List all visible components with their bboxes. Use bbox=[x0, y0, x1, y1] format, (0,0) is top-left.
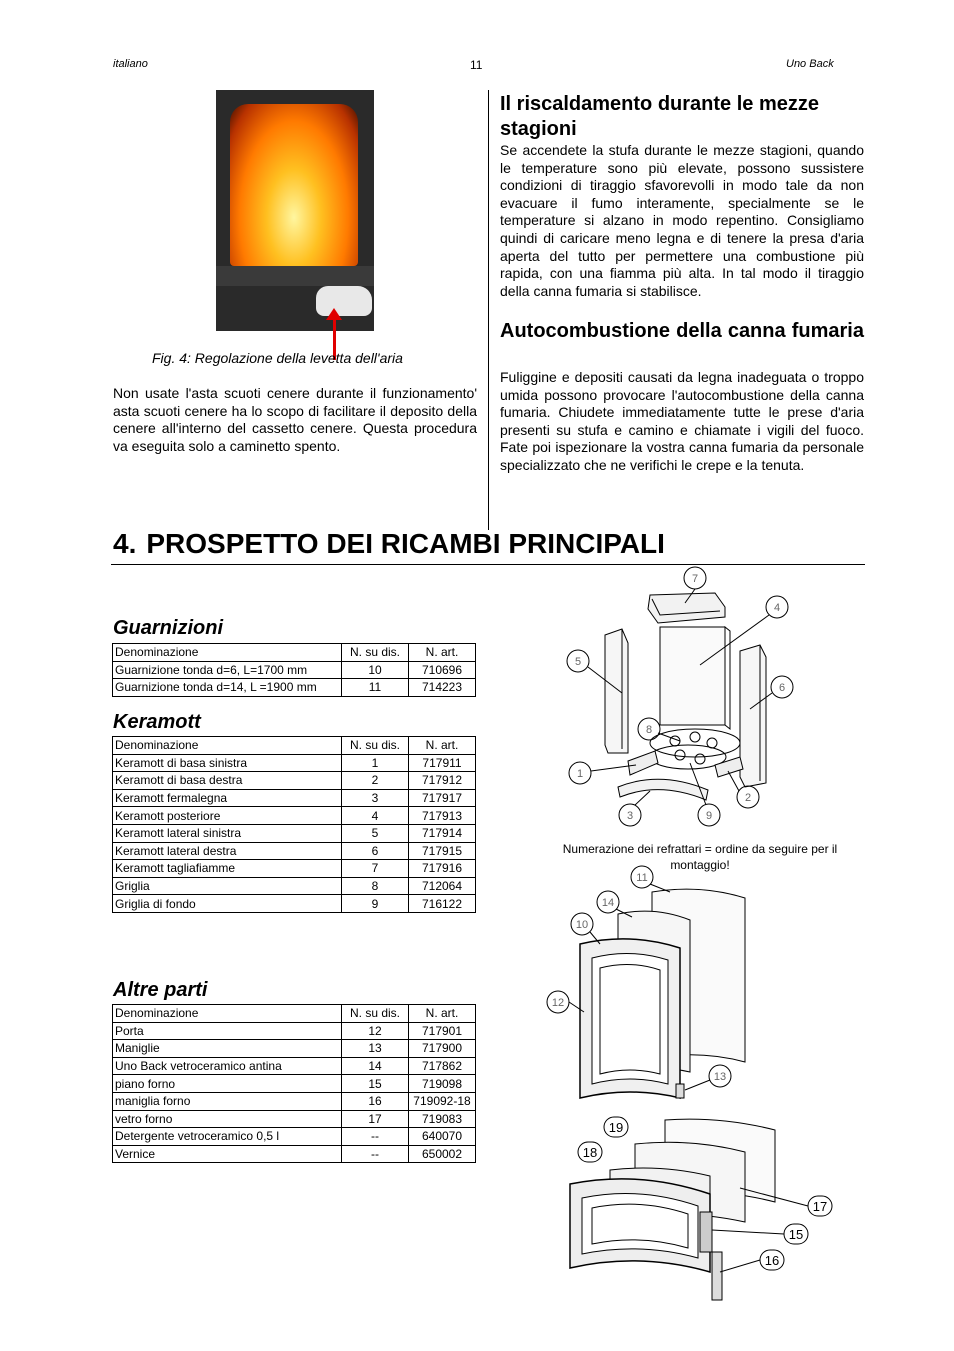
cell-name: Maniglie bbox=[113, 1040, 342, 1058]
cell-num: 9 bbox=[342, 895, 409, 913]
callout-label: 1 bbox=[576, 768, 584, 780]
red-arrow-head bbox=[326, 308, 342, 320]
chapter-number: 4. bbox=[113, 528, 137, 559]
diagram-note: Numerazione dei refrattari = ordine da seguire per il montaggio! bbox=[562, 842, 838, 872]
page-number: 11 bbox=[470, 58, 483, 72]
callout-label: 6 bbox=[778, 682, 786, 694]
callout-label: 3 bbox=[626, 810, 634, 822]
altre-parti-title: Altre parti bbox=[113, 979, 208, 1001]
cell-art: 717915 bbox=[409, 842, 476, 860]
cell-num: 17 bbox=[342, 1110, 409, 1128]
cell-name: Keramott di basa destra bbox=[113, 772, 342, 790]
callout-label: 9 bbox=[705, 810, 713, 822]
table-header-row bbox=[113, 644, 476, 662]
cell-name: Keramott lateral destra bbox=[113, 842, 342, 860]
cell-art: 717912 bbox=[409, 772, 476, 790]
callout-label: 18 bbox=[582, 1145, 598, 1160]
callout-label: 2 bbox=[744, 792, 752, 804]
table-row bbox=[113, 679, 476, 697]
guarnizioni-title: Guarnizioni bbox=[113, 617, 223, 639]
cell-name: Keramott posteriore bbox=[113, 807, 342, 825]
cell-name: Keramott di basa sinistra bbox=[113, 754, 342, 772]
oven-door-exploded-diagram bbox=[560, 1112, 840, 1302]
table-row bbox=[113, 860, 476, 878]
ash-rod-paragraph: Non usate l'asta scuoti cenere durante il funzionamento' asta scuoti cenere ha lo scopo di facilitare il deposito della cenere all'interno del cassetto cenere. Questa procedura va eseguita solo a caminetto spento. bbox=[113, 385, 477, 454]
cell-art: 640070 bbox=[409, 1128, 476, 1146]
col-n-su-dis: N. su dis. bbox=[342, 737, 409, 755]
callout-label: 16 bbox=[764, 1253, 780, 1268]
table-row bbox=[113, 789, 476, 807]
cell-name: maniglia forno bbox=[113, 1092, 342, 1110]
table-row bbox=[113, 824, 476, 842]
table-row bbox=[113, 807, 476, 825]
cell-num: 11 bbox=[342, 679, 409, 697]
callout-label: 13 bbox=[713, 1071, 727, 1083]
cell-num: -- bbox=[342, 1145, 409, 1163]
cell-art: 714223 bbox=[409, 679, 476, 697]
cell-art: 717862 bbox=[409, 1057, 476, 1075]
cell-num: 8 bbox=[342, 877, 409, 895]
cell-name: Keramott tagliafiamme bbox=[113, 860, 342, 878]
cell-name: Porta bbox=[113, 1022, 342, 1040]
callout-label: 15 bbox=[788, 1227, 804, 1242]
callout-label: 11 bbox=[636, 872, 648, 884]
cell-art: 716122 bbox=[409, 895, 476, 913]
table-row bbox=[113, 1022, 476, 1040]
table-row bbox=[113, 754, 476, 772]
cell-num: 4 bbox=[342, 807, 409, 825]
callout-label: 14 bbox=[601, 897, 615, 909]
cell-name: Uno Back vetroceramico antina bbox=[113, 1057, 342, 1075]
cell-num: 1 bbox=[342, 754, 409, 772]
cell-name: Keramott lateral sinistra bbox=[113, 824, 342, 842]
callout-label: 19 bbox=[608, 1120, 624, 1135]
table-row bbox=[113, 1145, 476, 1163]
cell-name: Detergente vetroceramico 0,5 l bbox=[113, 1128, 342, 1146]
table-row bbox=[113, 1110, 476, 1128]
col-n-art: N. art. bbox=[409, 644, 476, 662]
col-n-art: N. art. bbox=[409, 737, 476, 755]
cell-art: 717917 bbox=[409, 789, 476, 807]
fire-image bbox=[230, 104, 358, 266]
table-row bbox=[113, 661, 476, 679]
cell-num: 13 bbox=[342, 1040, 409, 1058]
col-n-su-dis: N. su dis. bbox=[342, 1005, 409, 1023]
cell-num: 7 bbox=[342, 860, 409, 878]
table-header-row bbox=[113, 1005, 476, 1023]
cell-art: 719098 bbox=[409, 1075, 476, 1093]
cell-art: 717901 bbox=[409, 1022, 476, 1040]
col-denominazione: Denominazione bbox=[113, 644, 342, 662]
cell-art: 712064 bbox=[409, 877, 476, 895]
cell-num: 15 bbox=[342, 1075, 409, 1093]
col-denominazione: Denominazione bbox=[113, 1005, 342, 1023]
cell-num: 10 bbox=[342, 661, 409, 679]
cell-num: -- bbox=[342, 1128, 409, 1146]
table-row bbox=[113, 1092, 476, 1110]
section-body-self-combustion: Fuliggine e depositi causati da legna inadeguata o troppo umida possono provocare l'autocombustione della canna fumaria. Chiudete immediatamente tutte le prese d'aria presenti su stufa e camino e chiamate i vigili del fuoco. Fate poi ispezionare la vostra canna fumaria da personale specializzato che ne verifichi le crepe e la tenuta. bbox=[500, 369, 864, 473]
glove-hand-image bbox=[316, 286, 372, 316]
cell-name: piano forno bbox=[113, 1075, 342, 1093]
cell-num: 2 bbox=[342, 772, 409, 790]
door-exploded-diagram bbox=[540, 862, 790, 1107]
cell-num: 5 bbox=[342, 824, 409, 842]
cell-art: 650002 bbox=[409, 1145, 476, 1163]
cell-name: vetro forno bbox=[113, 1110, 342, 1128]
cell-art: 710696 bbox=[409, 661, 476, 679]
header-product: Uno Back bbox=[786, 58, 834, 70]
chapter-title: PROSPETTO DEI RICAMBI PRINCIPALI bbox=[146, 528, 665, 559]
keramott-table bbox=[112, 736, 476, 913]
callout-label: 17 bbox=[812, 1199, 828, 1214]
cell-num: 6 bbox=[342, 842, 409, 860]
cell-name: Griglia bbox=[113, 877, 342, 895]
cell-art: 719092-18 bbox=[409, 1092, 476, 1110]
table-row bbox=[113, 842, 476, 860]
table-row bbox=[113, 1075, 476, 1093]
cell-art: 717916 bbox=[409, 860, 476, 878]
col-n-art: N. art. bbox=[409, 1005, 476, 1023]
altre-parti-table bbox=[112, 1004, 476, 1163]
cell-name: Guarnizione tonda d=14, L =1900 mm bbox=[113, 679, 342, 697]
stove-photo bbox=[216, 90, 374, 331]
callout-label: 7 bbox=[691, 573, 699, 585]
cell-art: 717900 bbox=[409, 1040, 476, 1058]
refractory-exploded-diagram bbox=[540, 565, 810, 830]
callout-label: 10 bbox=[575, 919, 589, 931]
cell-art: 717913 bbox=[409, 807, 476, 825]
keramott-title: Keramott bbox=[113, 711, 201, 733]
section-title-self-combustion: Autocombustione della canna fumaria bbox=[500, 320, 864, 342]
header-language: italiano bbox=[113, 58, 148, 70]
col-denominazione: Denominazione bbox=[113, 737, 342, 755]
chapter-heading bbox=[113, 528, 665, 560]
column-divider bbox=[488, 90, 489, 530]
guarnizioni-table bbox=[112, 643, 476, 697]
section-body-mid-season: Se accendete la stufa durante le mezze stagioni, quando le temperature sono più elevate, possono sussistere condizioni di tiraggio sfavorevolli in modo tale da non evacuare il fumo interamente, specialmente se le temperature si alzano in modo repentino. Consigliamo quindi di caricare meno legna e di tenere la presa d'aria aperta del tutto per permettere una combustione più rapida, con una fiamma più alta. In tal modo il tiraggio della canna fumaria si stabilisce. bbox=[500, 142, 864, 299]
stove-ledge bbox=[216, 266, 374, 286]
table-row bbox=[113, 1128, 476, 1146]
col-n-su-dis: N. su dis. bbox=[342, 644, 409, 662]
table-row bbox=[113, 772, 476, 790]
callout-label: 8 bbox=[645, 724, 653, 736]
cell-art: 717911 bbox=[409, 754, 476, 772]
table-row bbox=[113, 877, 476, 895]
callout-label: 4 bbox=[773, 602, 781, 614]
table-row bbox=[113, 1040, 476, 1058]
cell-name: Griglia di fondo bbox=[113, 895, 342, 913]
callout-label: 12 bbox=[551, 997, 565, 1009]
cell-name: Vernice bbox=[113, 1145, 342, 1163]
table-row bbox=[113, 895, 476, 913]
cell-num: 14 bbox=[342, 1057, 409, 1075]
cell-num: 3 bbox=[342, 789, 409, 807]
cell-num: 16 bbox=[342, 1092, 409, 1110]
cell-art: 719083 bbox=[409, 1110, 476, 1128]
cell-num: 12 bbox=[342, 1022, 409, 1040]
cell-name: Keramott fermalegna bbox=[113, 789, 342, 807]
table-header-row bbox=[113, 737, 476, 755]
figure-caption: Fig. 4: Regolazione della levetta dell'aria bbox=[152, 350, 403, 366]
callout-label: 5 bbox=[574, 656, 582, 668]
cell-name: Guarnizione tonda d=6, L=1700 mm bbox=[113, 661, 342, 679]
table-row bbox=[113, 1057, 476, 1075]
section-title-mid-season: Il riscaldamento durante le mezze stagioni bbox=[500, 93, 819, 140]
cell-art: 717914 bbox=[409, 824, 476, 842]
